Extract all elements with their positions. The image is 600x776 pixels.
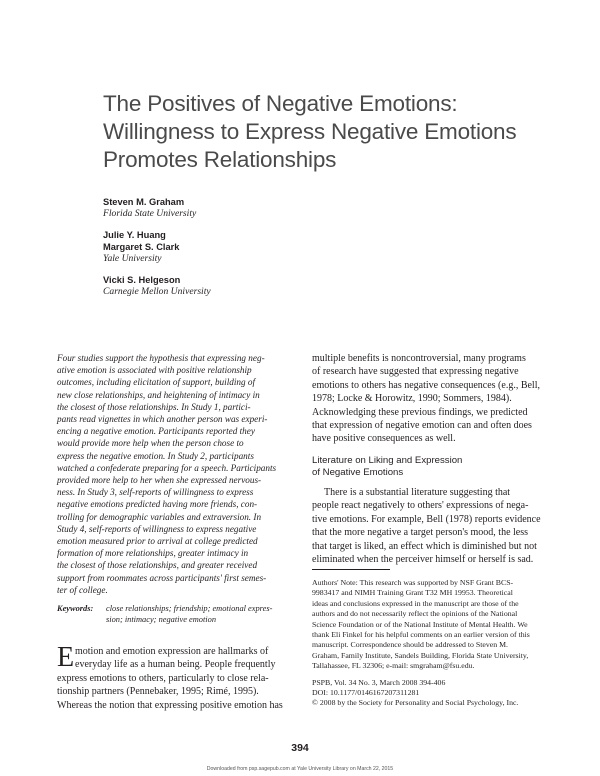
body-line: tionship partners (Pennebaker, 1995; Rimé, 1995).: [57, 686, 259, 698]
abstract-line: emotion measured prior to arrival at college predicted: [57, 536, 258, 547]
title-line: The Positives of Negative Emotions:: [103, 91, 458, 116]
title-line: Willingness to Express Negative Emotions: [103, 119, 517, 144]
abstract-line: express the negative emotion. In Study 2, participants: [57, 450, 254, 461]
note-line: thank Eli Finkel for his helpful comments on an earlier version of this: [312, 630, 530, 640]
author-affiliation: Carnegie Mellon University: [103, 286, 211, 297]
abstract-line: ter of college.: [57, 584, 108, 595]
download-prefix: Downloaded from: [206, 766, 248, 772]
download-suffix: at Yale University Library on March 22, 2015: [291, 766, 394, 772]
author-block: [103, 196, 403, 307]
heading-line: Literature on Liking and Expression: [312, 455, 463, 466]
authors-note: [312, 578, 557, 709]
note-line: Science Foundation or of the National Institute of Mental Health. We: [312, 619, 528, 629]
citation-line: © 2008 by the Society for Personality and Social Psychology, Inc.: [312, 698, 519, 708]
keywords-line: close relationships; friendship; emotional expres-: [106, 604, 273, 613]
body-line: that the more negative a target person's mood, the less: [312, 527, 529, 539]
author-name: Julie Y. Huang: [103, 230, 166, 240]
body-line: Acknowledging these previous findings, we predicted: [312, 406, 528, 418]
abstract-line: would provide more help when the person chose to: [57, 438, 244, 449]
body-line: 1978; Locke & Horowitz, 1990; Sommers, 1984).: [312, 393, 512, 405]
author-affiliation: Florida State University: [103, 208, 197, 219]
abstract-line: Four studies support the hypothesis that expressing neg-: [57, 353, 265, 363]
citation-line: DOI: 10.1177/0146167207311281: [312, 688, 420, 698]
body-line: have positive consequences as well.: [312, 433, 456, 445]
note-line: Graham, Family Institute, Sandels Building, Florida State University,: [312, 650, 529, 660]
author-group: [103, 196, 403, 220]
body-line: motion and emotion expression are hallmarks of: [75, 646, 269, 657]
section-body: [312, 486, 557, 566]
author-name: Margaret S. Clark: [103, 242, 180, 252]
author-name: Steven M. Graham: [103, 197, 185, 207]
keywords-line: sion; intimacy; negative emotion: [106, 615, 217, 624]
abstract-line: ative emotion is associated with positive relationship: [57, 365, 252, 376]
author-name: Vicki S. Helgeson: [103, 275, 181, 285]
author-group: [103, 229, 403, 265]
download-site-link[interactable]: psp.sagepub.com: [248, 766, 290, 772]
download-notice: [0, 766, 600, 772]
body-line: Whereas the notion that expressing positive emotion has: [57, 699, 283, 711]
keywords-text: [106, 603, 272, 625]
body-text-left: [57, 642, 302, 712]
citation-line: PSPB, Vol. 34 No. 3, March 2008 394-406: [312, 677, 446, 687]
body-line: people react negatively to others' expressions of nega-: [312, 500, 529, 512]
note-line: Tallahassee, FL 32306; e-mail: smgraham@fsu.edu.: [312, 661, 475, 671]
abstract-line: provided more help to her when she expressed nervous-: [57, 475, 262, 486]
body-line: There is a substantial literature suggesting that: [324, 487, 511, 498]
body-line: that target is liked, an effect which is diminished but not: [312, 540, 537, 552]
note-line: Authors' Note: This research was supported by NSF Grant BCS-: [312, 578, 514, 587]
abstract-line: support from roommates across participants' first semes-: [57, 572, 267, 583]
author-affiliation: Yale University: [103, 253, 162, 264]
body-line: everyday life as a human being. People frequently: [75, 659, 276, 671]
body-text-right: [312, 352, 557, 446]
author-group: [103, 274, 403, 298]
note-line: authors and do not necessarily reflect the opinions of the National: [312, 609, 518, 619]
abstract-line: the closest of those relationships, and greater received: [57, 560, 258, 571]
article-title: [103, 90, 543, 174]
note-line: ideas and conclusions expressed in the manuscript are those of the: [312, 598, 519, 608]
abstract-line: negative emotions predicted having more friends, con-: [57, 499, 258, 510]
section-heading: [312, 455, 462, 479]
abstract-line: ness. In Study 3, self-reports of willingness to express: [57, 487, 254, 498]
abstract-line: encing a negative emotion. Participants reported they: [57, 426, 255, 437]
page-number: 394: [291, 742, 309, 754]
body-line: of research have suggested that expressing negative: [312, 366, 519, 378]
abstract-line: pants read vignettes in which another person was experi-: [57, 414, 268, 425]
footnote-divider: [312, 569, 390, 570]
body-line: that expression of negative emotion can and often does: [312, 420, 532, 432]
body-line: emotions to others has negative consequences (e.g., Bell,: [312, 379, 540, 391]
body-line: eliminated when the perceiver himself or herself is sad.: [312, 554, 534, 566]
heading-line: of Negative Emotions: [312, 467, 404, 478]
title-line: Promotes Relationships: [103, 147, 337, 172]
abstract-line: outcomes, including elicitation of support, building of: [57, 377, 256, 388]
body-line: tive emotions. For example, Bell (1978) reports evidence: [312, 513, 541, 525]
body-line: multiple benefits is noncontroversial, many programs: [312, 353, 526, 364]
abstract-line: the closest of those relationships. In Study 1, partici-: [57, 401, 251, 412]
keywords-label: Keywords:: [57, 604, 94, 613]
abstract-line: trolling for demographic variables and extraversion. In: [57, 511, 262, 522]
abstract-line: Study 4, self-reports of willingness to express negative: [57, 523, 257, 534]
note-line: 9983417 and NIMH Training Grant T32 MH 19953. Theoretical: [312, 588, 513, 598]
body-line: express emotions to others, particularly to close rela-: [57, 672, 269, 684]
abstract-line: watched a confederate preparing for a speech. Participants: [57, 462, 277, 473]
abstract-line: new close relationships, and heightening of intimacy in: [57, 389, 260, 400]
note-line: manuscript. Correspondence should be addressed to Steven M.: [312, 640, 508, 650]
abstract-line: formation of more relationships, greater intimacy in: [57, 548, 249, 559]
abstract: [57, 352, 297, 596]
drop-cap: E: [57, 642, 75, 673]
